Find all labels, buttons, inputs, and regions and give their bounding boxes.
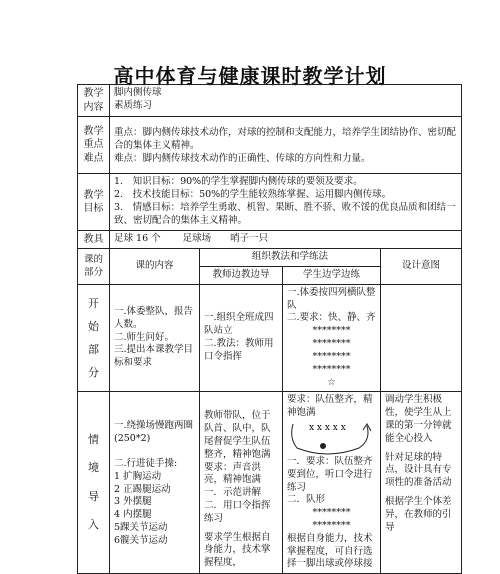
runners-marker: x x x x x xyxy=(309,422,346,433)
goal-knowledge: 1. 知识目标：90%的学生掌握脚内侧传球的要领及要求。 xyxy=(114,176,363,188)
formation-row: ******** xyxy=(312,325,351,337)
warmup-teacher-line: 二．用口令指挥练习 xyxy=(204,500,271,524)
goal-skill: 2. 技术技能目标：50%的学生能较熟练掌握、运用脚内侧传球。 xyxy=(114,189,392,201)
warmup-content xyxy=(110,392,200,574)
header-intent: 设计意图 xyxy=(381,249,462,285)
warmup-teacher-line: 要求学生根据自身能力，技术掌握程度， xyxy=(204,531,271,569)
start-intent xyxy=(381,284,462,392)
warmup-content-line: 1 扩胸运动 xyxy=(114,470,162,482)
warmup-intent-line: 调动学生积极性，使学生从上课的第一分钟就能全心投入 xyxy=(385,394,452,444)
formation-row: ******** xyxy=(312,338,351,350)
row-focus xyxy=(78,117,462,174)
header-student: 学生边学边练 xyxy=(283,267,381,285)
warmup-teacher-line: 要求：声音洪亮，精神饱满 xyxy=(204,461,262,486)
formation-row: ******** xyxy=(312,520,351,531)
goal-emotion: 3. 情感目标：培养学生勇敢、机智、果断、胜不骄、败不馁的优良品质和团结一致、密切配合的集体主义精神。 xyxy=(114,202,456,226)
warmup-content-line: 二.行进徒手操: xyxy=(114,457,178,469)
warmup-content-line: 4 内摆腿 xyxy=(114,509,152,521)
header-content: 课的内容 xyxy=(110,249,200,285)
warmup-content-line: 一.绕操场慢跑两圈(250*2) xyxy=(114,420,194,445)
page-title: 高中体育与健康课时教学计划 xyxy=(113,64,387,88)
warmup-student-line: 二．队形 xyxy=(287,494,326,506)
label-focus: 教学重点难点 xyxy=(78,117,110,174)
warmup-intent xyxy=(381,392,462,574)
start-student-line: 二.要求：快、静、齐 xyxy=(287,312,376,324)
row-content xyxy=(78,85,462,117)
warmup-student-line: 要求：队伍整齐，精神饱满 xyxy=(287,394,373,419)
warmup-content-line: 6髋关节运动 xyxy=(114,534,168,546)
start-student-line: 一.体委按四列横队整队 xyxy=(287,286,376,311)
start-content-line: 二.师生问好。 xyxy=(114,331,175,343)
formation-row: ******** xyxy=(312,363,351,375)
part-warmup-label: 情境导入 xyxy=(88,432,99,532)
lesson-plan-table xyxy=(77,84,462,574)
teacher-position-mark: ☆ xyxy=(327,376,336,388)
warmup-intent-line: 针对足球的特点，设计具有专项性的准备活动 xyxy=(385,451,452,489)
warmup-student-line: 根据自身能力，技术掌握程度，可自行选择一脚出球或停球接 xyxy=(287,532,373,570)
focus-difficulty: 难点：脚内侧传球技术动作的正确性、传球的方向性和力量。 xyxy=(114,152,371,164)
warmup-content-line: 2 正踢腿运动 xyxy=(114,483,171,495)
warmup-student xyxy=(283,392,381,574)
formation-row: ******** xyxy=(312,350,351,362)
header-row xyxy=(78,249,462,267)
warmup-teacher xyxy=(200,392,283,574)
start-teacher-line: 一.组织全班成四队站立 xyxy=(204,312,274,337)
running-track-diagram xyxy=(287,420,376,456)
start-teacher-line: 二.教法：教师用口令指挥 xyxy=(204,338,274,362)
row-goals xyxy=(78,174,462,230)
warmup-student-line: 一．要求：队伍整齐要到位，听口令进行练习 xyxy=(287,455,373,493)
header-part: 课的部分 xyxy=(78,249,110,285)
equipment-cell: 足球 16 个 足球场 哨子一只 xyxy=(110,230,462,249)
content-line: 素质练习 xyxy=(114,99,153,111)
start-content-line: 一.体委整队，报告人数。 xyxy=(114,306,194,330)
start-content xyxy=(110,284,200,392)
label-content: 教学内容 xyxy=(78,85,110,117)
section-start xyxy=(78,284,462,392)
formation-row: ******** xyxy=(312,507,351,519)
focus-key-point: 重点：脚内侧传球技术动作，对球的控制和支配能力，培养学生团结协作、密切配合的集体主义精神。 xyxy=(114,127,457,151)
warmup-teacher-line: 一．示范讲解 xyxy=(204,487,262,499)
start-student xyxy=(283,284,381,392)
header-teacher: 教师边教边导 xyxy=(200,267,283,285)
label-goals: 教学目标 xyxy=(78,174,110,230)
label-equipment: 教具 xyxy=(78,230,110,249)
part-warmup xyxy=(78,392,110,574)
warmup-intent-line: 根据学生个体差异，在教师的引导 xyxy=(385,496,452,533)
part-start-label: 开始部分 xyxy=(88,296,99,380)
part-start xyxy=(78,284,110,392)
goals-cell xyxy=(110,174,462,230)
warmup-content-line: 3 外摆腿 xyxy=(114,496,152,508)
warmup-content-line: 5踝关节运动 xyxy=(114,522,168,533)
start-teacher xyxy=(200,284,283,392)
content-line: 脚内侧传球 xyxy=(114,87,162,98)
header-org: 组织教法和学练法 xyxy=(200,249,381,267)
warmup-teacher-line: 教师带队，位于队首、队中，队尾督促学生队伍整齐，精神饱满 xyxy=(204,410,271,460)
section-warmup xyxy=(78,392,462,574)
content-cell xyxy=(110,85,462,117)
focus-cell xyxy=(110,117,462,174)
row-equipment xyxy=(78,230,462,249)
start-content-line: 三.提出本课教学目标和要求 xyxy=(114,344,194,369)
